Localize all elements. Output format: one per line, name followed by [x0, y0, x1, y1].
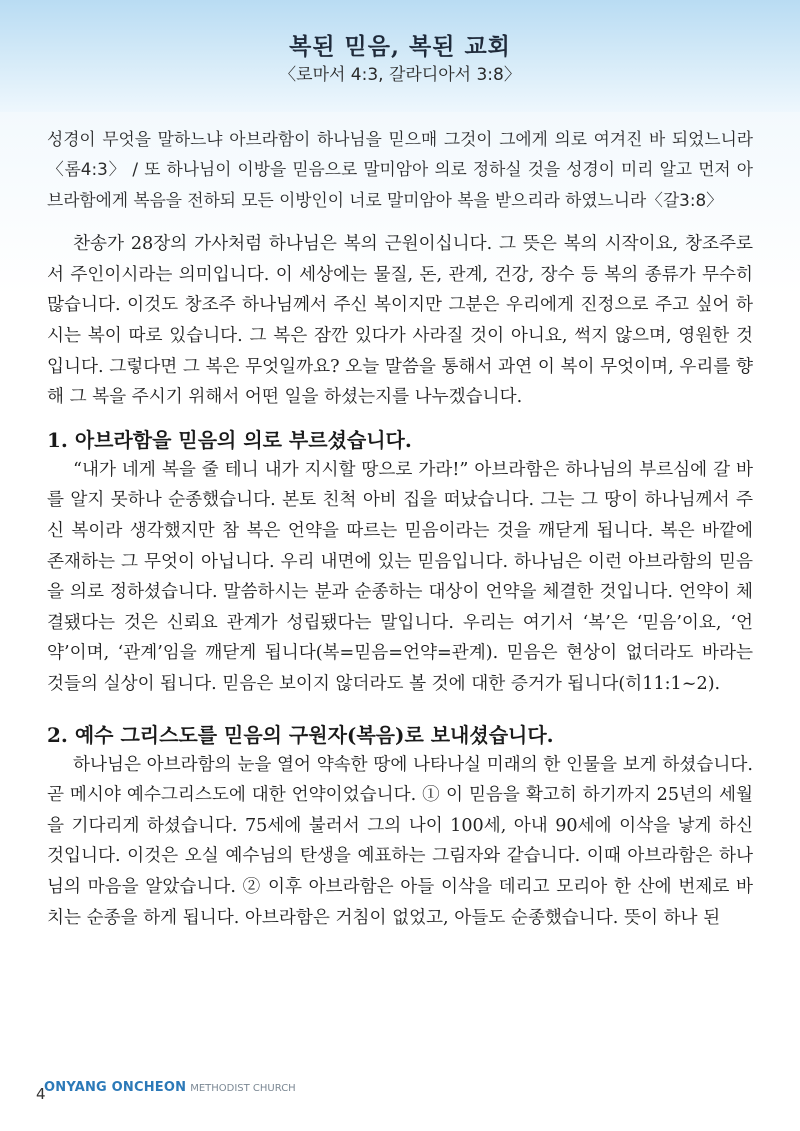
church-logo — [44, 1076, 296, 1095]
page-number: 4 — [36, 1085, 46, 1103]
section-1-text: “내가 네게 복을 줄 테니 내가 지시할 땅으로 가라!” 아브라함은 하나님의 부르심에 갈 바를 알지 못하나 순종했습니다. 본토 친척 아비 집을 떠났습니다. 그는 그 땅이 하나님께서 주신 복이라 생각했지만 참 복은 언약을 따르는 믿음이라는 것을 깨닫게 됩니다. 복은 바깥에 존재하는 그 무엇이 아닙니다. 우리 내면에 있는 믿음입니다. 하나님은 이런 아브라함의 믿음을 의로 정하셨습니다. 말씀하시는 분과 순종하는 대상이 언약을 체결한 것입니다. 언약이 체결됐다는 것은 신뢰요 관계가 성립됐다는 말입니다. 우리는 여기서 ‘복’은 ‘믿음’이요, ‘언약’이며, ‘관계’임을 깨닫게 됩니다(복=믿음=언약=관계). 믿음은 현상이 없더라도 바라는 것들의 실상이 됩니다. 믿음은 보이지 않더라도 볼 것에 대한 증거가 됩니다(히11:1~2). — [47, 459, 753, 694]
section-2-text: 하나님은 아브라함의 눈을 열어 약속한 땅에 나타나실 미래의 한 인물을 보게 하셨습니다. 곧 메시야 예수그리스도에 대한 언약이었습니다. ① 이 믿음을 확고히 하기까지 25년의 세월을 기다리게 하셨습니다. 75세에 불러서 그의 나이 100세, 아내 90세에 이삭을 낳게 하신 것입니다. 이것은 오실 예수님의 탄생을 예표하는 그림자와 같습니다. 이때 아브라함은 하나님의 마음을 알았습니다. ② 이후 아브라함은 아들 이삭을 데리고 모리아 한 산에 번제로 바치는 순종을 하게 됩니다. 아브라함은 거침이 없었고, 아들도 순종했습니다. 뜻이 하나 된 — [47, 754, 753, 928]
page-title: 복된 믿음, 복된 교회 — [289, 33, 511, 60]
scripture-text: 성경이 무엇을 말하느냐 아브라함이 하나님을 믿으매 그것이 그에게 의로 여겨진 바 되었느니라〈롬4:3〉 / 또 하나님이 이방을 믿음으로 말미암아 의로 정하실 것을 성경이 미리 알고 먼저 아브라함에게 복음을 전하되 모든 이방인이 너로 말미암아 복을 받으리라 하였느니라〈갈3:8〉 — [47, 129, 753, 210]
scripture-reference: 〈로마서 4:3, 갈라디아서 3:8〉 — [279, 65, 521, 85]
section-1-heading: 1. 아브라함을 믿음의 의로 부르셨습니다. — [47, 427, 412, 452]
section-2-heading: 2. 예수 그리스도를 믿음의 구원자(복음)로 보내셨습니다. — [47, 722, 554, 747]
sermon-content — [47, 124, 753, 933]
header-band — [0, 0, 800, 112]
church-logo-sub: METHODIST CHURCH — [190, 1083, 296, 1094]
church-logo-brand: ONYANG ONCHEON — [44, 1080, 187, 1095]
intro-paragraph: 찬송가 28장의 가사처럼 하나님은 복의 근원이십니다. 그 뜻은 복의 시작이요, 창조주로서 주인이시라는 의미입니다. 이 세상에는 물질, 돈, 관계, 건강, 장수 등 복의 종류가 무수히 많습니다. 이것도 창조주 하나님께서 주신 복이지만 그분은 우리에게 진정으로 주고 싶어 하시는 복이 따로 있습니다. 그 복은 잠깐 있다가 사라질 것이 아니요, 썩지 않으며, 영원한 것입니다. 그렇다면 그 복은 무엇일까요? 오늘 말씀을 통해서 과연 이 복이 무엇이며, 우리를 향해 그 복을 주시기 위해서 어떤 일을 하셨는지를 나누겠습니다. — [47, 234, 753, 408]
